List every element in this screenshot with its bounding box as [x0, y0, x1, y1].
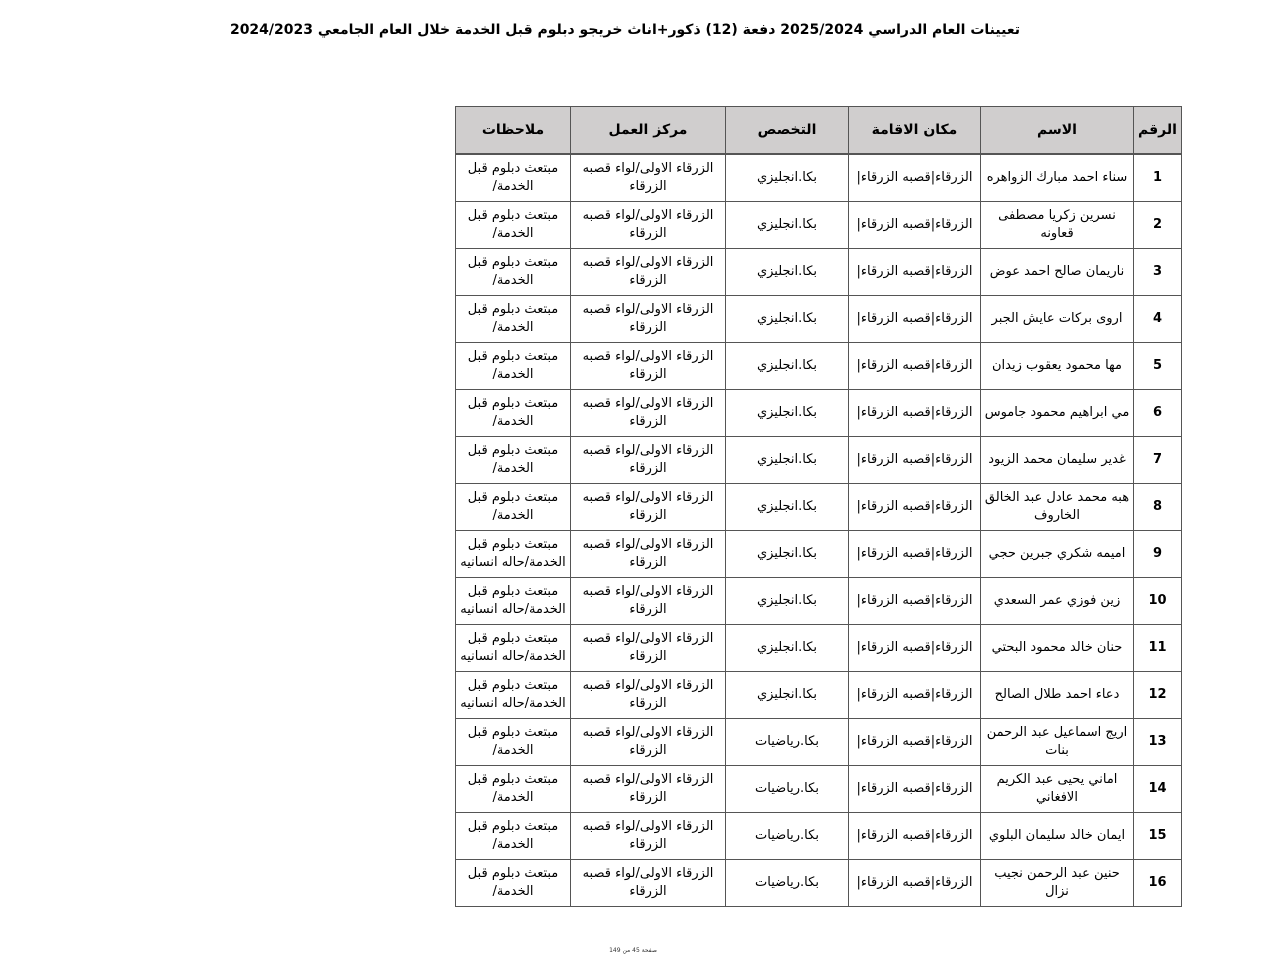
row-major: بكا.انجليزي [726, 625, 849, 672]
row-notes: مبتعث دبلوم قبل الخدمة/ [456, 296, 571, 343]
row-number: 13 [1134, 719, 1182, 766]
row-number: 7 [1134, 437, 1182, 484]
row-major: بكا.انجليزي [726, 484, 849, 531]
row-number: 10 [1134, 578, 1182, 625]
table-row [456, 625, 1182, 672]
row-workplace: الزرقاء الاولى/لواء قصبه الزرقاء [571, 625, 726, 672]
page-footer: صفحة 45 من 149 [609, 947, 657, 954]
row-workplace: الزرقاء الاولى/لواء قصبه الزرقاء [571, 343, 726, 390]
row-workplace: الزرقاء الاولى/لواء قصبه الزرقاء [571, 672, 726, 719]
row-name: هبه محمد عادل عبد الخالق الخاروف [981, 484, 1134, 531]
row-name: حنين عبد الرحمن نجيب نزال [981, 860, 1134, 907]
row-workplace: الزرقاء الاولى/لواء قصبه الزرقاء [571, 578, 726, 625]
row-notes: مبتعث دبلوم قبل الخدمة/ [456, 766, 571, 813]
table-row [456, 672, 1182, 719]
row-number: 6 [1134, 390, 1182, 437]
row-notes: مبتعث دبلوم قبل الخدمة/حاله انسانيه [456, 531, 571, 578]
row-number: 5 [1134, 343, 1182, 390]
row-name: اميمه شكري جبرين حجي [981, 531, 1134, 578]
row-name: مي ابراهيم محمود جاموس [981, 390, 1134, 437]
row-workplace: الزرقاء الاولى/لواء قصبه الزرقاء [571, 531, 726, 578]
row-number: 15 [1134, 813, 1182, 860]
row-name: نسرين زكريا مصطفى قعاونه [981, 202, 1134, 249]
row-major: بكا.رياضيات [726, 719, 849, 766]
row-name: دعاء احمد طلال الصالح [981, 672, 1134, 719]
row-notes: مبتعث دبلوم قبل الخدمة/ [456, 249, 571, 296]
row-major: بكا.انجليزي [726, 578, 849, 625]
table-row [456, 343, 1182, 390]
row-workplace: الزرقاء الاولى/لواء قصبه الزرقاء [571, 813, 726, 860]
row-major: بكا.انجليزي [726, 390, 849, 437]
row-notes: مبتعث دبلوم قبل الخدمة/ [456, 202, 571, 249]
row-residence: الزرقاء|قصبه الزرقاء| [849, 531, 981, 578]
column-header-number: الرقم [1134, 107, 1182, 155]
row-name: ناريمان صالح احمد عوض [981, 249, 1134, 296]
row-workplace: الزرقاء الاولى/لواء قصبه الزرقاء [571, 437, 726, 484]
row-name: غدير سليمان محمد الزيود [981, 437, 1134, 484]
row-major: بكا.انجليزي [726, 437, 849, 484]
column-header-residence: مكان الاقامة [849, 107, 981, 155]
row-notes: مبتعث دبلوم قبل الخدمة/ [456, 343, 571, 390]
appointments-table [455, 106, 1182, 907]
column-header-workplace: مركز العمل [571, 107, 726, 155]
row-number: 9 [1134, 531, 1182, 578]
row-major: بكا.انجليزي [726, 343, 849, 390]
row-residence: الزرقاء|قصبه الزرقاء| [849, 484, 981, 531]
table-row [456, 766, 1182, 813]
row-major: بكا.رياضيات [726, 813, 849, 860]
row-residence: الزرقاء|قصبه الزرقاء| [849, 343, 981, 390]
row-major: بكا.رياضيات [726, 766, 849, 813]
row-number: 4 [1134, 296, 1182, 343]
row-notes: مبتعث دبلوم قبل الخدمة/ [456, 437, 571, 484]
row-number: 14 [1134, 766, 1182, 813]
row-residence: الزرقاء|قصبه الزرقاء| [849, 578, 981, 625]
row-name: ايمان خالد سليمان البلوي [981, 813, 1134, 860]
row-number: 8 [1134, 484, 1182, 531]
row-residence: الزرقاء|قصبه الزرقاء| [849, 625, 981, 672]
table-body [456, 154, 1182, 907]
row-major: بكا.انجليزي [726, 672, 849, 719]
row-number: 16 [1134, 860, 1182, 907]
table-row [456, 437, 1182, 484]
page-title: تعيينات العام الدراسي 2025/2024 دفعة (12) ذكور+اناث خريجو دبلوم قبل الخدمة خلال العام الجامعي 2024/2023 [229, 22, 1020, 38]
row-residence: الزرقاء|قصبه الزرقاء| [849, 672, 981, 719]
row-major: بكا.انجليزي [726, 202, 849, 249]
row-notes: مبتعث دبلوم قبل الخدمة/حاله انسانيه [456, 625, 571, 672]
row-name: اريج اسماعيل عبد الرحمن بنات [981, 719, 1134, 766]
row-major: بكا.انجليزي [726, 296, 849, 343]
table-row [456, 249, 1182, 296]
row-workplace: الزرقاء الاولى/لواء قصبه الزرقاء [571, 390, 726, 437]
row-name: زين فوزي عمر السعدي [981, 578, 1134, 625]
row-residence: الزرقاء|قصبه الزرقاء| [849, 766, 981, 813]
table-row [456, 484, 1182, 531]
row-workplace: الزرقاء الاولى/لواء قصبه الزرقاء [571, 719, 726, 766]
row-notes: مبتعث دبلوم قبل الخدمة/ [456, 860, 571, 907]
row-workplace: الزرقاء الاولى/لواء قصبه الزرقاء [571, 296, 726, 343]
table-row [456, 578, 1182, 625]
row-name: مها محمود يعقوب زيدان [981, 343, 1134, 390]
row-residence: الزرقاء|قصبه الزرقاء| [849, 860, 981, 907]
row-notes: مبتعث دبلوم قبل الخدمة/ [456, 390, 571, 437]
table-header-row [456, 107, 1182, 155]
row-name: حنان خالد محمود البحتي [981, 625, 1134, 672]
row-workplace: الزرقاء الاولى/لواء قصبه الزرقاء [571, 249, 726, 296]
row-number: 1 [1134, 154, 1182, 202]
row-workplace: الزرقاء الاولى/لواء قصبه الزرقاء [571, 766, 726, 813]
row-number: 12 [1134, 672, 1182, 719]
row-residence: الزرقاء|قصبه الزرقاء| [849, 154, 981, 202]
column-header-name: الاسم [981, 107, 1134, 155]
row-notes: مبتعث دبلوم قبل الخدمة/ [456, 154, 571, 202]
table-row [456, 813, 1182, 860]
row-workplace: الزرقاء الاولى/لواء قصبه الزرقاء [571, 484, 726, 531]
row-residence: الزرقاء|قصبه الزرقاء| [849, 719, 981, 766]
row-residence: الزرقاء|قصبه الزرقاء| [849, 249, 981, 296]
row-workplace: الزرقاء الاولى/لواء قصبه الزرقاء [571, 860, 726, 907]
row-residence: الزرقاء|قصبه الزرقاء| [849, 296, 981, 343]
row-name: اروى بركات عايش الجبر [981, 296, 1134, 343]
row-notes: مبتعث دبلوم قبل الخدمة/ [456, 719, 571, 766]
row-name: سناء احمد مبارك الزواهره [981, 154, 1134, 202]
table-row [456, 390, 1182, 437]
row-major: بكا.رياضيات [726, 860, 849, 907]
column-header-notes: ملاحظات [456, 107, 571, 155]
row-notes: مبتعث دبلوم قبل الخدمة/ [456, 813, 571, 860]
table-row [456, 860, 1182, 907]
row-notes: مبتعث دبلوم قبل الخدمة/حاله انسانيه [456, 672, 571, 719]
row-number: 2 [1134, 202, 1182, 249]
row-notes: مبتعث دبلوم قبل الخدمة/حاله انسانيه [456, 578, 571, 625]
table-row [456, 202, 1182, 249]
row-residence: الزرقاء|قصبه الزرقاء| [849, 390, 981, 437]
row-residence: الزرقاء|قصبه الزرقاء| [849, 813, 981, 860]
row-workplace: الزرقاء الاولى/لواء قصبه الزرقاء [571, 154, 726, 202]
column-header-major: التخصص [726, 107, 849, 155]
row-name: اماني يحيى عبد الكريم الافغاني [981, 766, 1134, 813]
table-row [456, 719, 1182, 766]
row-number: 11 [1134, 625, 1182, 672]
row-major: بكا.انجليزي [726, 531, 849, 578]
table-row [456, 154, 1182, 202]
row-number: 3 [1134, 249, 1182, 296]
row-major: بكا.انجليزي [726, 249, 849, 296]
table-row [456, 296, 1182, 343]
row-major: بكا.انجليزي [726, 154, 849, 202]
row-residence: الزرقاء|قصبه الزرقاء| [849, 202, 981, 249]
row-workplace: الزرقاء الاولى/لواء قصبه الزرقاء [571, 202, 726, 249]
row-notes: مبتعث دبلوم قبل الخدمة/ [456, 484, 571, 531]
row-residence: الزرقاء|قصبه الزرقاء| [849, 437, 981, 484]
table-row [456, 531, 1182, 578]
